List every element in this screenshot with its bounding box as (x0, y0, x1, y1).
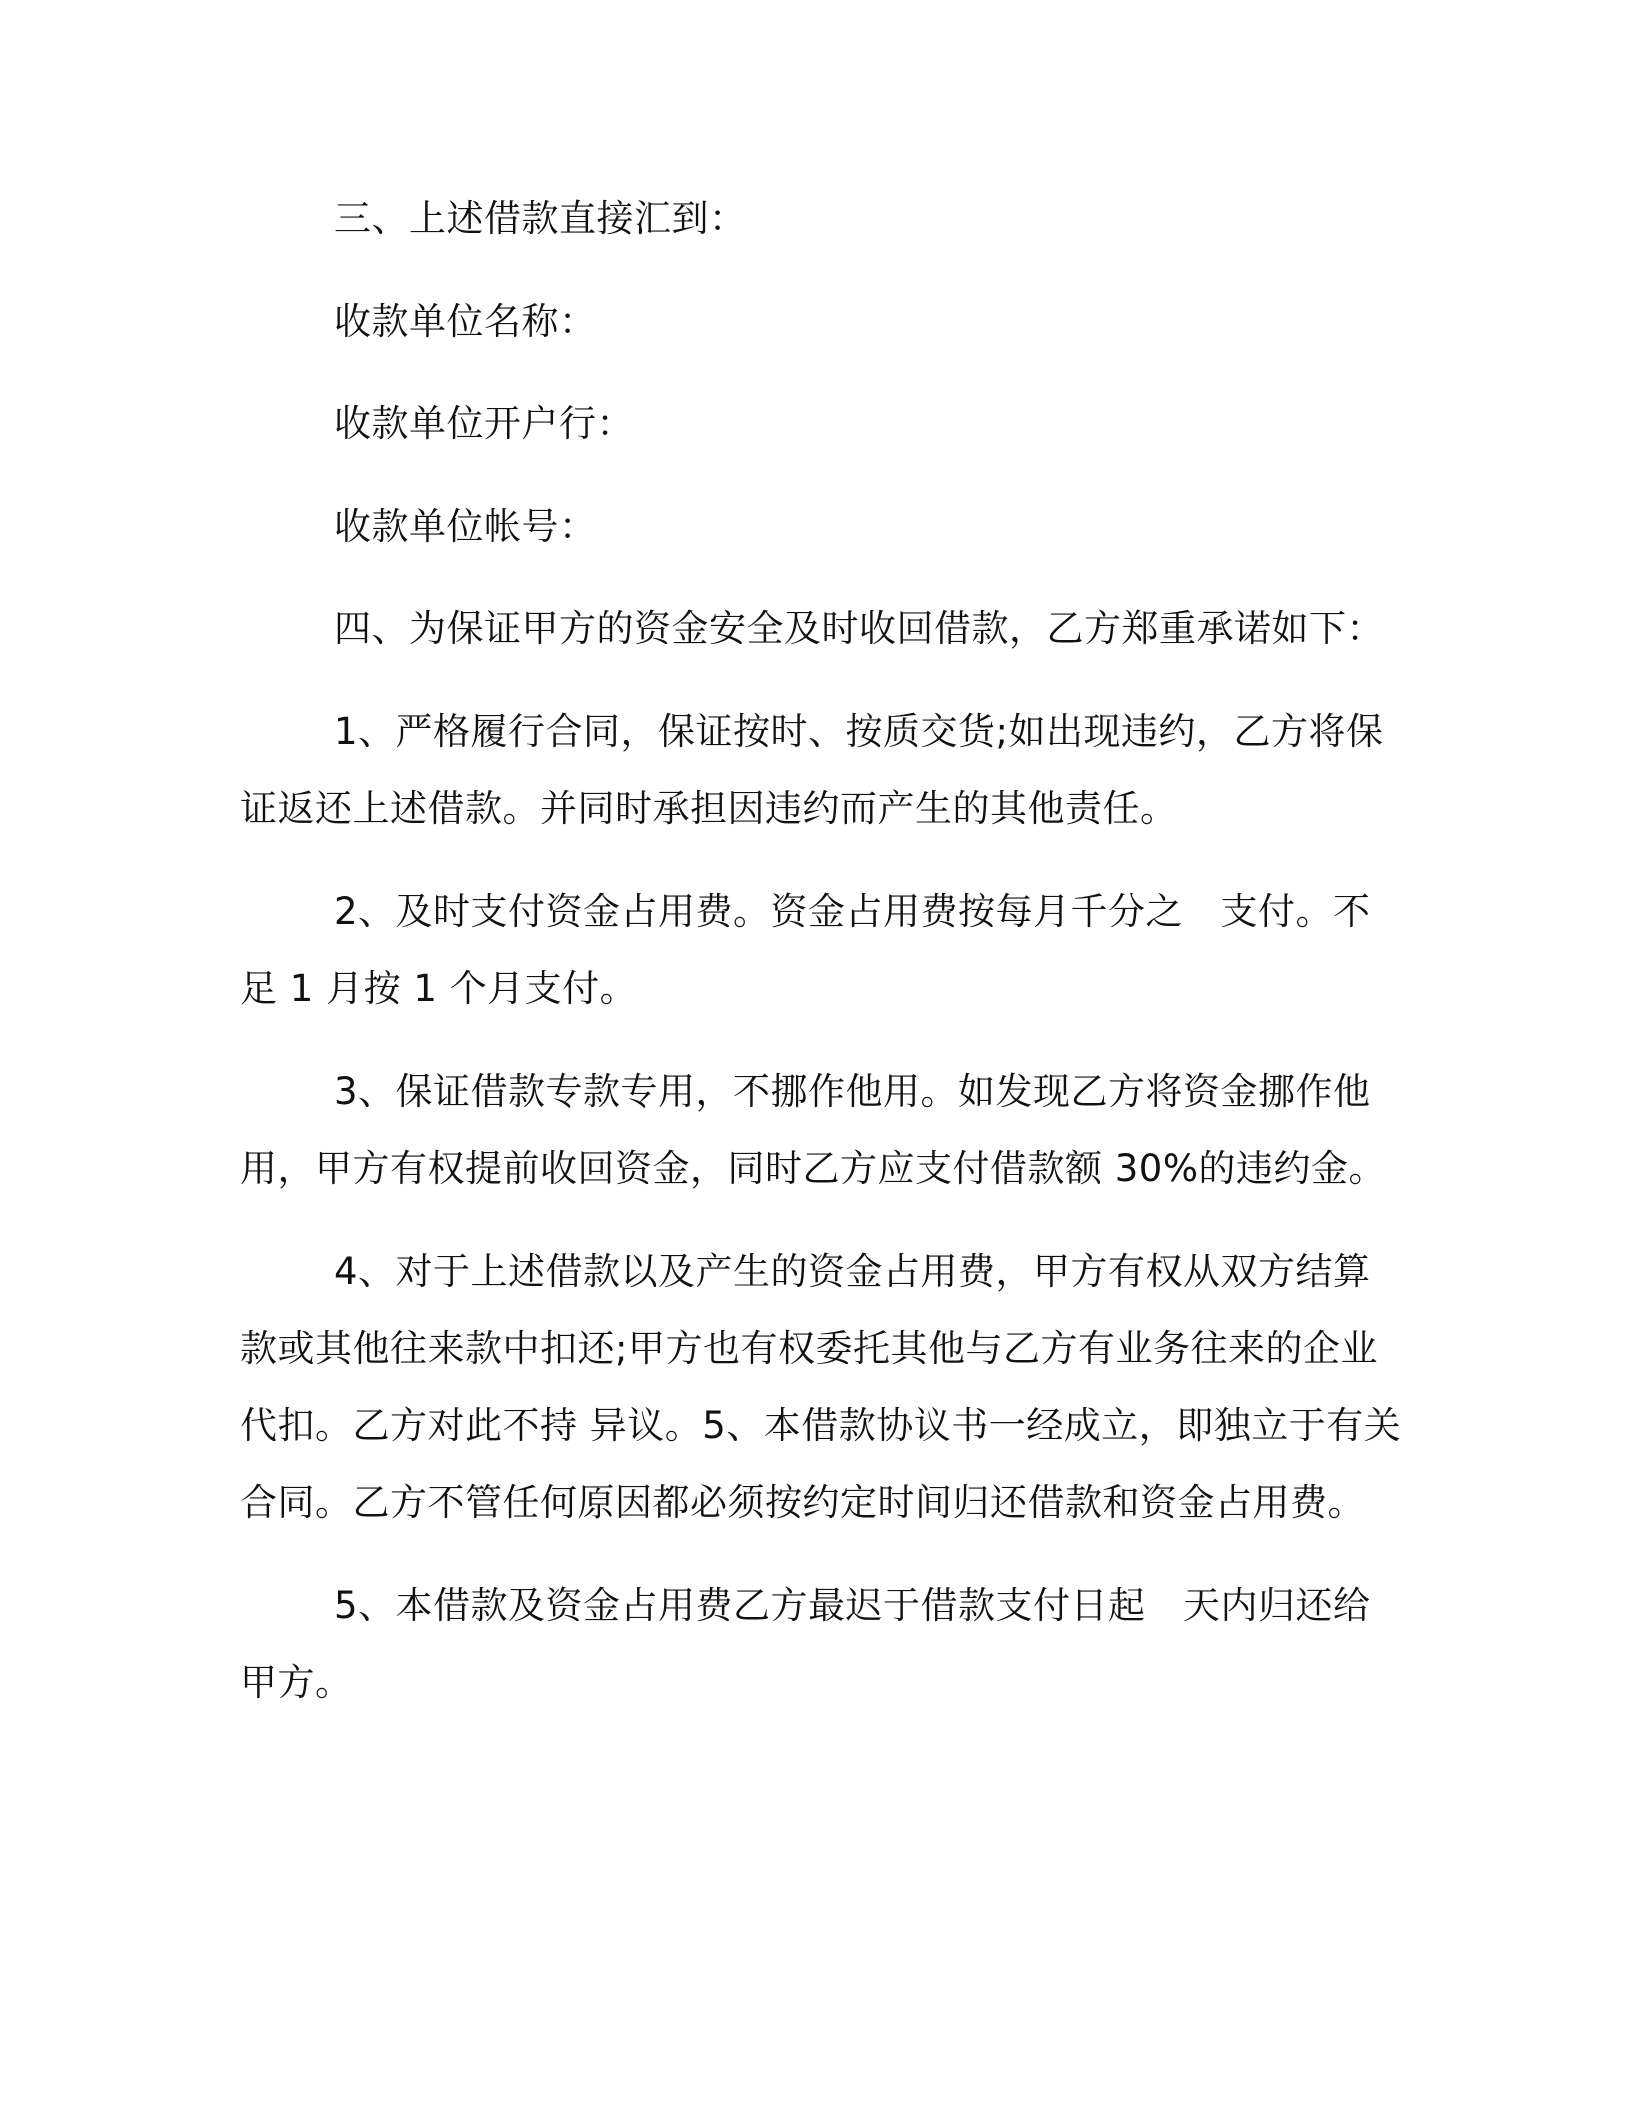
commitment-item-4 (240, 1233, 1410, 1541)
item5-line2: 甲方。 (240, 1661, 353, 1704)
item3-line2: 用，甲方有权提前收回资金，同时乙方应支付借款额 30%的违约金。 (240, 1147, 1386, 1190)
payee-bank-label: 收款单位开户行： (334, 402, 634, 445)
item4-line3: 代扣。乙方对此不持 异议。5、本借款协议书一经成立，即独立于有关 (240, 1404, 1402, 1447)
payee-account-line (240, 488, 1410, 565)
item1-line2: 证返还上述借款。并同时承担因违约而产生的其他责任。 (240, 787, 1178, 830)
item4-line1: 4、对于上述借款以及产生的资金占用费，甲方有权从双方结算 (334, 1250, 1371, 1293)
item5-line1: 5、本借款及资金占用费乙方最迟于借款支付日起 天内归还给 (334, 1584, 1371, 1627)
item4-line2: 款或其他往来款中扣还;甲方也有权委托其他与乙方有业务往来的企业 (240, 1327, 1378, 1370)
item2-line1: 2、及时支付资金占用费。资金占用费按每月千分之 支付。不 (334, 890, 1371, 933)
section4-heading (240, 590, 1410, 667)
payee-name-label: 收款单位名称： (334, 300, 597, 343)
payee-account-label: 收款单位帐号： (334, 505, 597, 548)
payee-name-line (240, 283, 1410, 360)
commitment-item-2 (240, 873, 1410, 1027)
item2-line2: 足 1 月按 1 个月支付。 (240, 967, 638, 1010)
section3-heading (240, 180, 1410, 257)
item3-line1: 3、保证借款专款专用，不挪作他用。如发现乙方将资金挪作他 (334, 1070, 1371, 1113)
item4-line4: 合同。乙方不管任何原因都必须按约定时间归还借款和资金占用费。 (240, 1481, 1365, 1524)
commitment-item-1 (240, 693, 1410, 847)
commitment-item-3 (240, 1053, 1410, 1207)
section4-heading-text: 四、为保证甲方的资金安全及时收回借款，乙方郑重承诺如下： (334, 607, 1384, 650)
section3-heading-text: 三、上述借款直接汇到： (334, 197, 747, 240)
commitment-item-5 (240, 1567, 1410, 1721)
item1-line1: 1、严格履行合同，保证按时、按质交货;如出现违约，乙方将保 (334, 710, 1384, 753)
payee-bank-line (240, 385, 1410, 462)
